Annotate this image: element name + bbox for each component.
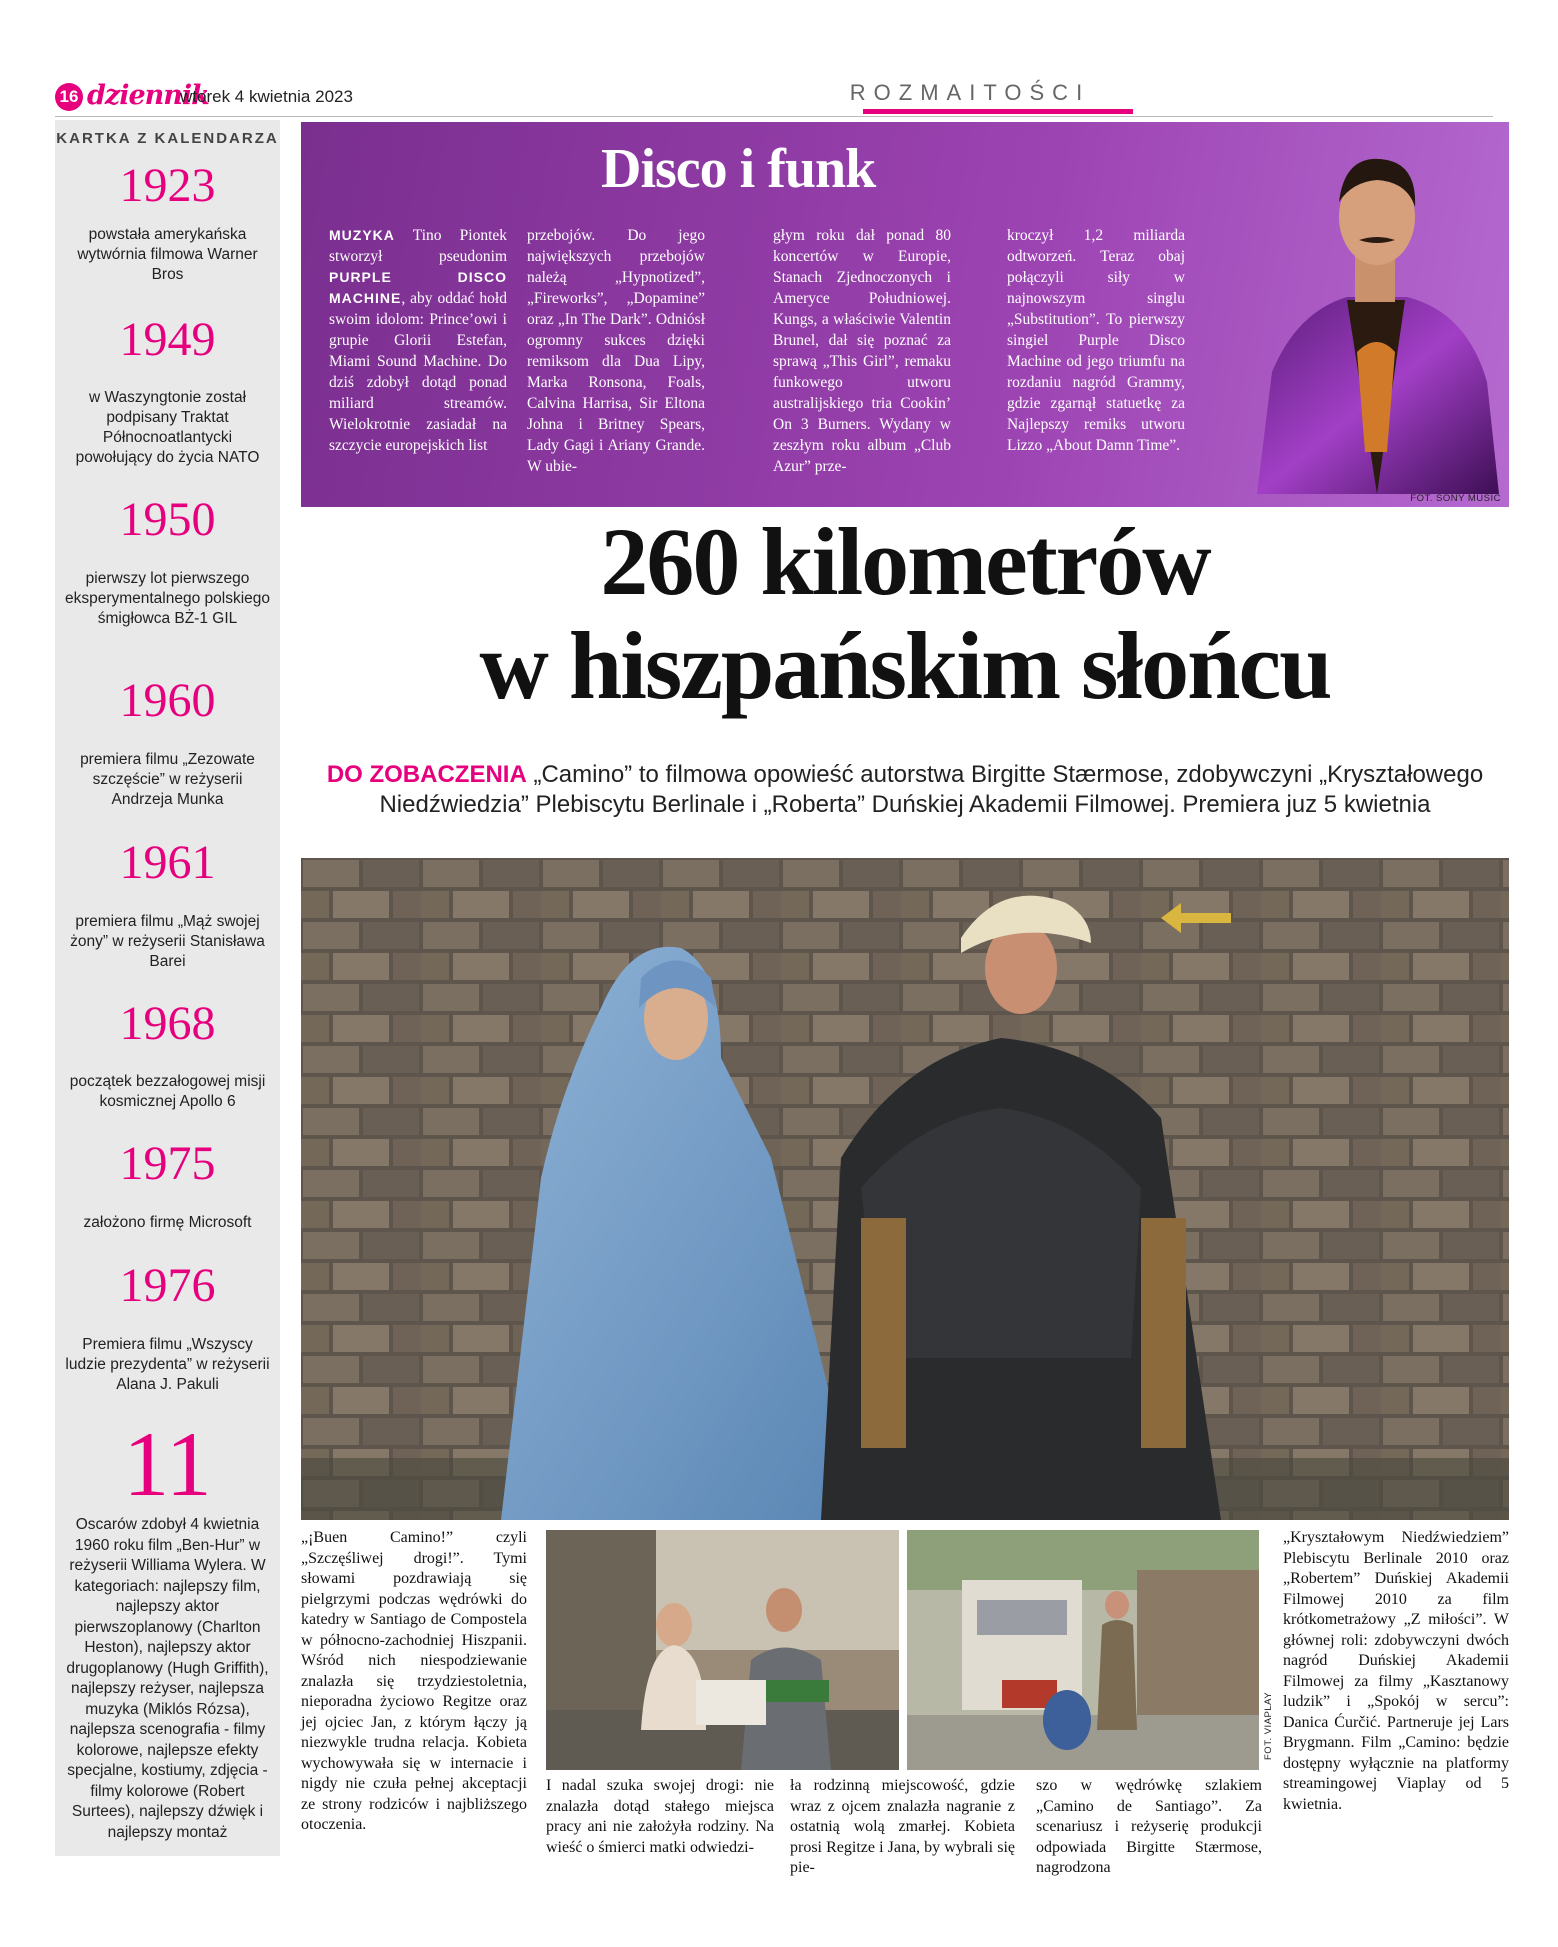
disco-funk-box bbox=[301, 122, 1509, 507]
section-title: ROZMAITOŚCI bbox=[849, 80, 1091, 105]
newspaper-logo[interactable]: dziennik bbox=[87, 80, 209, 111]
section-underline bbox=[863, 109, 1133, 114]
page-header bbox=[55, 80, 1493, 116]
calendar-year: 1950 bbox=[119, 493, 216, 546]
calendar-year: 1976 bbox=[119, 1259, 216, 1312]
calendar-text: Premiera filmu „Wszyscy ludzie prezydenta” w reżyserii Alana J. Pakuli bbox=[65, 1336, 270, 1393]
disco-artist-name: PURPLE DISCO MACHINE bbox=[329, 269, 507, 306]
calendar-year: 1975 bbox=[119, 1137, 216, 1190]
headline-line-2: w hiszpańskim słońcu bbox=[479, 612, 1331, 719]
article-headline bbox=[301, 510, 1509, 718]
disco-column-2: przebojów. Do jego największych przebojów należą „Hypnotized”, „Fireworks”, „Dopamine” oraz „In The Dark”. Odniósł ogromny sukces dzięki remiksom dla Dua Lipy, Marka Ronsona, Foals, Calvina Harrisa, Sir Eltona Johna i Britney Spears, Lady Gagi i Ariany Grande. W ubie- bbox=[527, 227, 705, 475]
viaplay-photo-credit: FOT. VIAPLAY bbox=[1263, 1691, 1274, 1760]
headline-line-1: 260 kilometrów bbox=[600, 508, 1210, 615]
calendar-text: powstała amerykańska wytwórnia filmowa Warner Bros bbox=[77, 226, 258, 283]
photo-street-hikers bbox=[907, 1530, 1259, 1770]
lead-text: „Camino” to filmowa opowieść autorstwa Birgitte Stærmose, zdobywczyni „Kryształowego Niedźwiedzia” Plebiscytu Berlinale i „Roberta” Duńskiej Akademii Filmowej. Premiera juz 5 kwietnia bbox=[379, 761, 1484, 818]
artist-photo bbox=[1237, 122, 1509, 494]
disco-column-1 bbox=[329, 225, 507, 456]
calendar-text: premiera filmu „Zezowate szczęście” w reżyserii Andrzeja Munka bbox=[80, 751, 255, 808]
calendar-text: premiera filmu „Mąż swojej żony” w reżyserii Stanisława Barei bbox=[70, 913, 265, 970]
article-column-1: „¡Buen Camino!” czyli „Szczęśliwej drogi!”. Tymi słowami pozdrawiają się pielgrzymi podczas wędrówki do katedry w Santiago de Compostela w północno-zachodniej Hiszpanii. Wśród nich niespodziewanie znalazła się trzydziestoletnia, nieporadna życiowo Regitze oraz jej ojciec Jan, z którym łączy ją niezwykle trudna relacja. Kobieta wychowywała się w internacie i nigdy nie czuła pełnej akceptacji ze strony rodziców i najbliższego otoczenia. bbox=[301, 1529, 527, 1833]
disco-column-3: głym roku dał ponad 80 koncertów w Europie, Stanach Zjednoczonych i Ameryce Południowej. Kungs, a właściwie Valentin Brunel, dał się poznać za sprawą „This Girl”, remaku funkowego utworu australijskiego tria Cookin’ On 3 Burners. Wydany w zeszłym roku album „Club Azur” prze- bbox=[773, 227, 951, 475]
calendar-year: 1949 bbox=[119, 313, 216, 366]
header-divider bbox=[55, 116, 1493, 117]
disco-col1-text-b: , aby oddać hołd swoim idolom: Prince’owi i grupie Glorii Estefan, Miami Sound Machine. Do dziś zdobył dotąd ponad miliard streamów. Wielokrotnie zasiadał na szczycie europejskich list bbox=[329, 290, 507, 454]
article-column-5: „Kryształowym Niedźwiedziem” Plebiscytu Berlinale 2010 oraz „Robertem” Duńskiej Akademii Filmowej 2010 za film krótkometrażowy „Z miłości”. W głównej roli: zdobywczyni dwóch nagród Duńskiej Akademii Filmowej za filmy „Kasztanowy ludzik” i „Spokój w sercu”: Danica Ćurčić. Partneruje jej Lars Brygmann. Film „Camino: będzie dostępny wyłącznie na platformy streamingowej Viaplay od 5 kwietnia. bbox=[1283, 1529, 1509, 1813]
article-column-2: I nadal szuka swojej drogi: nie znalazła dotąd stałego miejsca pracy ani nie założyła rodziny. Na wieść o śmierci matki odwiedzi- bbox=[546, 1777, 774, 1856]
article-column-3: ła rodzinną miejscowość, gdzie wraz z ojcem znalazła nagranie z ostatnią wolą zmarłej. Kobieta prosi Regitze i Jana, by wybrali się pie- bbox=[790, 1777, 1015, 1876]
calendar-text: pierwszy lot pierwszego eksperymentalnego polskiego śmigłowca BŻ-1 GIL bbox=[64, 570, 271, 627]
calendar-year: 1968 bbox=[119, 997, 216, 1050]
disco-title: Disco i funk bbox=[601, 138, 876, 200]
disco-kicker: MUZYKA bbox=[329, 227, 395, 243]
lead-kicker: DO ZOBACZENIA bbox=[326, 761, 527, 788]
calendar-big-text: Oscarów zdobył 4 kwietnia 1960 roku film „Ben-Hur” w reżyserii Williama Wylera. W kategoriach: najlepszy film, najlepszy aktor pierwszoplanowy (Charlton Heston), najlepszy aktor drugoplanowy (Hugh Griffith), najlepszy reżyser, najlepsza muzyka (Miklós Rózsa), najlepsza scenografia - filmy kolorowe, najlepsze efekty specjalne, kostiumy, zdjęcia - filmy kolorowe (Robert Surtees), najlepszy dźwięk i najlepszy montaż bbox=[66, 1516, 269, 1841]
calendar-text: początek bezzałogowej misji kosmicznej Apollo 6 bbox=[69, 1073, 266, 1110]
issue-date: wtorek 4 kwietnia 2023 bbox=[180, 87, 353, 106]
article-lead bbox=[301, 760, 1509, 820]
calendar-year: 1960 bbox=[119, 674, 216, 727]
calendar-text: założono firmę Microsoft bbox=[83, 1214, 252, 1231]
calendar-year: 1961 bbox=[119, 836, 216, 889]
calendar-text: w Waszyngtonie został podpisany Traktat Północnoatlantycki powołujący do życia NATO bbox=[75, 389, 260, 466]
disco-column-4: kroczył 1,2 miliarda odtworzeń. Teraz obaj połączyli siły w najnowszym singlu „Substitution”. To pierwszy singiel Purple Disco Machine od jego triumfu na rozdaniu nagród Grammy, gdzie zgarnął statuetkę za Najlepszy remiks utworu Lizzo „About Damn Time”. bbox=[1007, 227, 1185, 454]
calendar-big-number: 11 bbox=[123, 1413, 212, 1515]
disco-photo-credit: FOT. SONY MUSIC bbox=[1410, 493, 1501, 504]
calendar-sidebar bbox=[55, 120, 280, 1856]
photo-couple-map bbox=[546, 1530, 899, 1770]
disco-col1-text-a: Tino Piontek stworzył pseudonim bbox=[329, 227, 507, 265]
page-number: 16 bbox=[55, 83, 83, 111]
main-photo bbox=[301, 858, 1509, 1520]
article-column-4: szo w wędrówkę szlakiem „Camino de Santiago”. Za scenariusz i reżyserię produkcji odpowiada Birgitte Stærmose, nagrodzona bbox=[1036, 1777, 1262, 1876]
calendar-year: 1923 bbox=[119, 159, 216, 212]
sidebar-title: KARTKA Z KALENDARZA bbox=[56, 130, 279, 147]
